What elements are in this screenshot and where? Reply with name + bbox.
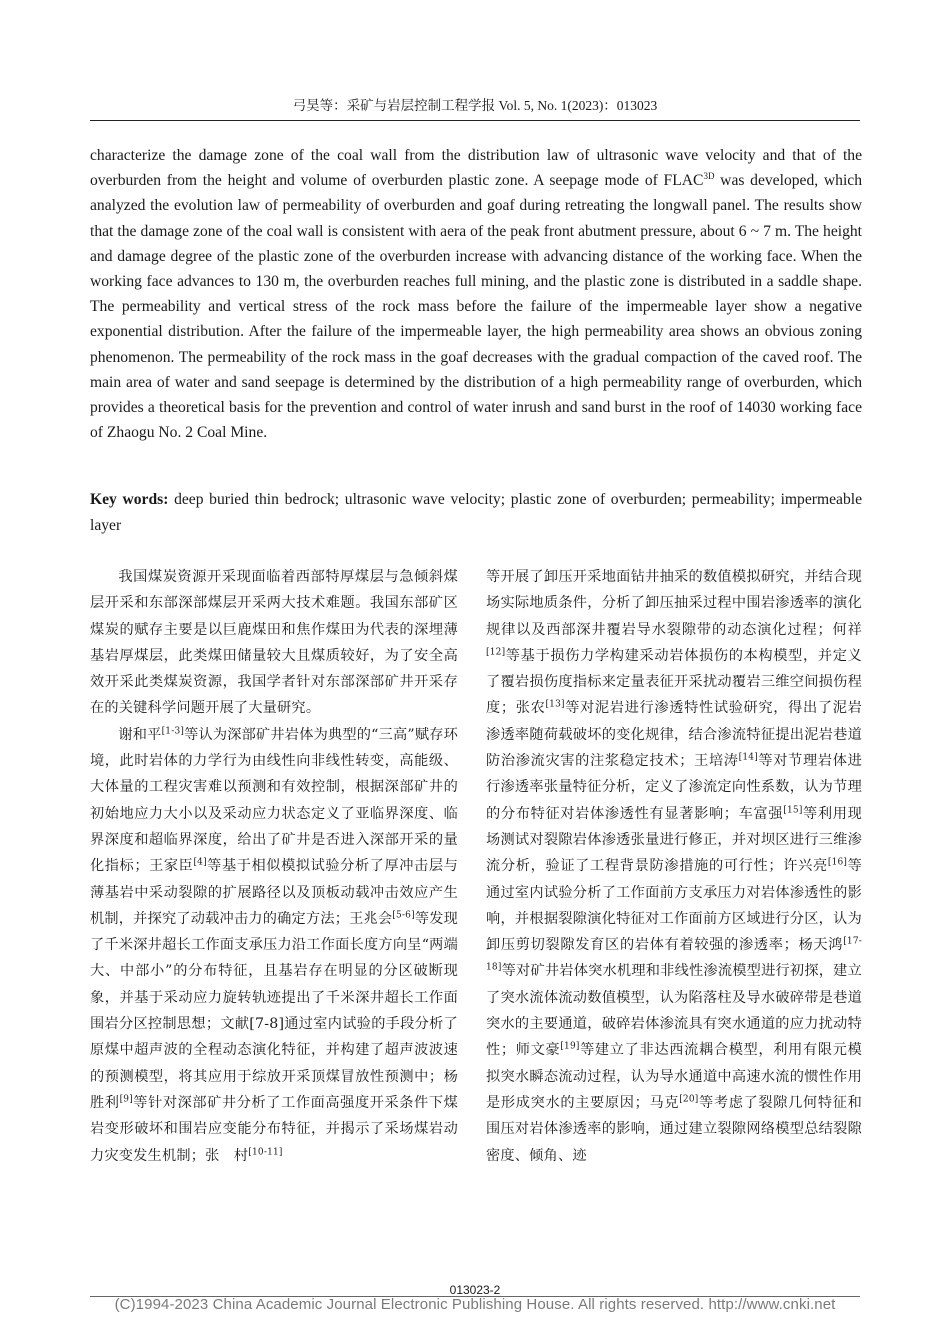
citation-ref[interactable]: [9] <box>119 1094 133 1105</box>
text-segment: 等对矿井岩体突水机理和非线性渗流模型进行初探，建立了突水流体流动数值模型，认为陷落柱及导水破碎带是巷道突水的主要通道，破碎岩体渗流具有突水通道的应力扰动特性；师文豪 <box>486 963 862 1059</box>
intro-paragraph-1: 我国煤炭资源开采现面临着西部特厚煤层与急倾斜煤层开采和东部深部煤层开采两大技术难题。我国东部矿区煤炭的赋存主要是以巨鹿煤田和焦作煤田为代表的深埋薄基岩厚煤层，此类煤田储量较大且煤质较好，为了安全高效开采此类煤炭资源，我国学者针对东部深部矿井开采存在的关键科学问题开展了大量研究。 <box>90 569 458 717</box>
text-segment: 等通过室内试验分析了工作面前方支承压力对岩体渗透性的影响，并根据裂隙演化特征对工作面前方区域进行分区，认为卸压剪切裂隙发育区的岩体有着较强的渗透率；杨天鸿 <box>486 858 863 954</box>
keywords-block <box>90 487 862 538</box>
text-segment: 等认为深部矿井岩体为典型的“三高”赋存环境，此时岩体的力学行为由线性向非线性转变，高能级、大体量的工程灾害难以预测和有效控制，根据深部矿井的初始地应力大小以及采动应力状态定义了亚临界深度、临界深度和超临界深度，给出了矿井是否进入深部开采的量化指标；王家臣 <box>90 726 458 875</box>
citation-ref[interactable]: [1-3] <box>161 726 185 737</box>
citation-ref[interactable]: [16] <box>827 857 848 868</box>
citation-ref[interactable]: [5-6] <box>392 910 415 921</box>
text-segment: 等基于损伤力学构建采动岩体损伤的本构模型，并定义了覆岩损伤度指标来定量表征开采扰动覆岩三维空间损伤程度；张农 <box>486 647 862 717</box>
text-segment: 谢和平 <box>118 726 162 743</box>
flac-superscript: 3D <box>703 171 715 182</box>
text-segment: 等对节理岩体进行渗透率张量特征分析，定义了渗流定向性系数，认为节理的分布特征对岩体渗透性有显著影响；车富强 <box>486 753 862 822</box>
citation-ref[interactable]: [4] <box>193 857 207 868</box>
abstract-paragraph <box>90 143 862 445</box>
citation-ref[interactable]: [20] <box>679 1094 699 1105</box>
keywords-text: deep buried thin bedrock; ultrasonic wave velocity; plastic zone of overburden; permeability; impermeable layer <box>90 491 862 534</box>
citation-ref[interactable]: [10-11] <box>248 1146 283 1157</box>
text-segment: 等发现了千米深井超长工作面支承压力沿工作面长度方向呈“两端大、中部小”的分布特征，且基岩存在明显的分区破断现象，并基于采动应力旋转轨迹提出了千米深井超长工作面围岩分区控制思想；文献[7-8]通过室内试验的手段分析了原煤中超声波的全程动态演化特征，并构建了超声波波速的预测模型，将其应用于综放开采顶煤冒放性预测中；杨胜利 <box>90 910 458 1111</box>
text-segment: 等对泥岩进行渗透特性试验研究，得出了泥岩渗透率随荷载破坏的变化规律，结合渗流特征提出泥岩巷道防治渗流灾害的注浆稳定技术；王培涛 <box>486 700 862 770</box>
citation-ref[interactable]: [13] <box>545 699 565 710</box>
text-segment: 等考虑了裂隙几何特征和围压对岩体渗透率的影响，通过建立裂隙网络模型总结裂隙密度、倾角、迹 <box>486 1094 862 1164</box>
citation-ref[interactable]: [17-18] <box>486 936 862 973</box>
text-segment: 等针对深部矿井分析了工作面高强度开采条件下煤岩变形破坏和围岩应变能分布特征，并揭示了采场煤岩动力灾变发生机制；张 村 <box>90 1094 458 1164</box>
citation-ref[interactable]: [15] <box>783 804 803 815</box>
body-right-column <box>486 564 862 1169</box>
text-segment: 等建立了非达西流耦合模型，利用有限元模拟突水瞬态流动过程，认为导水通道中高速水流的惯性作用是形成突水的主要原因；马克 <box>486 1042 862 1111</box>
citation-ref[interactable]: [12] <box>486 647 506 658</box>
text-segment: 等开展了卸压开采地面钻井抽采的数值模拟研究，并结合现场实际地质条件，分析了卸压抽采过程中围岩渗透率的演化规律以及西部深井覆岩导水裂隙带的动态演化过程；何祥 <box>486 569 862 638</box>
running-header: 弓昊等：采矿与岩层控制工程学报 Vol. 5, No. 1(2023)：013023 <box>292 98 658 113</box>
abstract-text-part2: was developed, which analyzed the evolution law of permeability of overburden and goaf during retreating the longwall panel. The results show that the damage zone of the coal wall is consistent with aera of the peak front abutment pressure, about 6 ~ 7 m. The height and damage degree of the plastic zone of the overburden increase with advancing distance of the working face. When the working face advances to 130 m, the overburden reaches full mining, and the plastic zone is distributed in a saddle shape. The permeability and vertical stress of the rock mass before the failure of the impermeable layer show a negative exponential distribution. After the failure of the impermeable layer, the high permeability area shows an obvious zoning phenomenon. The permeability of the rock mass in the goaf decreases with the gradual compaction of the caved roof. The main area of water and sand seepage is determined by the distribution of a high permeability range of overburden, which provides a theoretical basis for the prevention and control of water inrush and sand burst in the roof of 14030 working face of Zhaogu No. 2 Coal Mine. <box>90 172 862 442</box>
header-rule <box>90 120 860 121</box>
intro-paragraph-2 <box>90 722 458 1169</box>
abstract-text-part1: characterize the damage zone of the coal wall from the distribution law of ultrasonic wave velocity and that of the overburden from the height and volume of overburden plastic zone. A seepage mode of FLAC <box>90 147 862 190</box>
body-left-column <box>90 564 458 1169</box>
text-segment: 等利用现场测试对裂隙岩体渗透张量进行修正，并对坝区进行三维渗流分析，验证了工程背景防渗措施的可行性；许兴亮 <box>486 805 862 875</box>
copyright-watermark: (C)1994-2023 China Academic Journal Electronic Publishing House. All rights reserved. http://www.cnki.net <box>114 1296 836 1313</box>
text-segment: 等基于相似模拟试验分析了厚冲击层与薄基岩中采动裂隙的扩展路径以及顶板动载冲击效应产生机制，并探究了动载冲击力的确定方法；王兆会 <box>90 858 458 927</box>
intro-paragraph-2-continued <box>486 564 862 1169</box>
page-number: 013023-2 <box>449 1283 501 1297</box>
keywords-label: Key words: <box>90 491 169 508</box>
abstract-continuation <box>90 143 862 445</box>
citation-ref[interactable]: [19] <box>560 1041 580 1052</box>
citation-ref[interactable]: [14] <box>738 752 758 763</box>
